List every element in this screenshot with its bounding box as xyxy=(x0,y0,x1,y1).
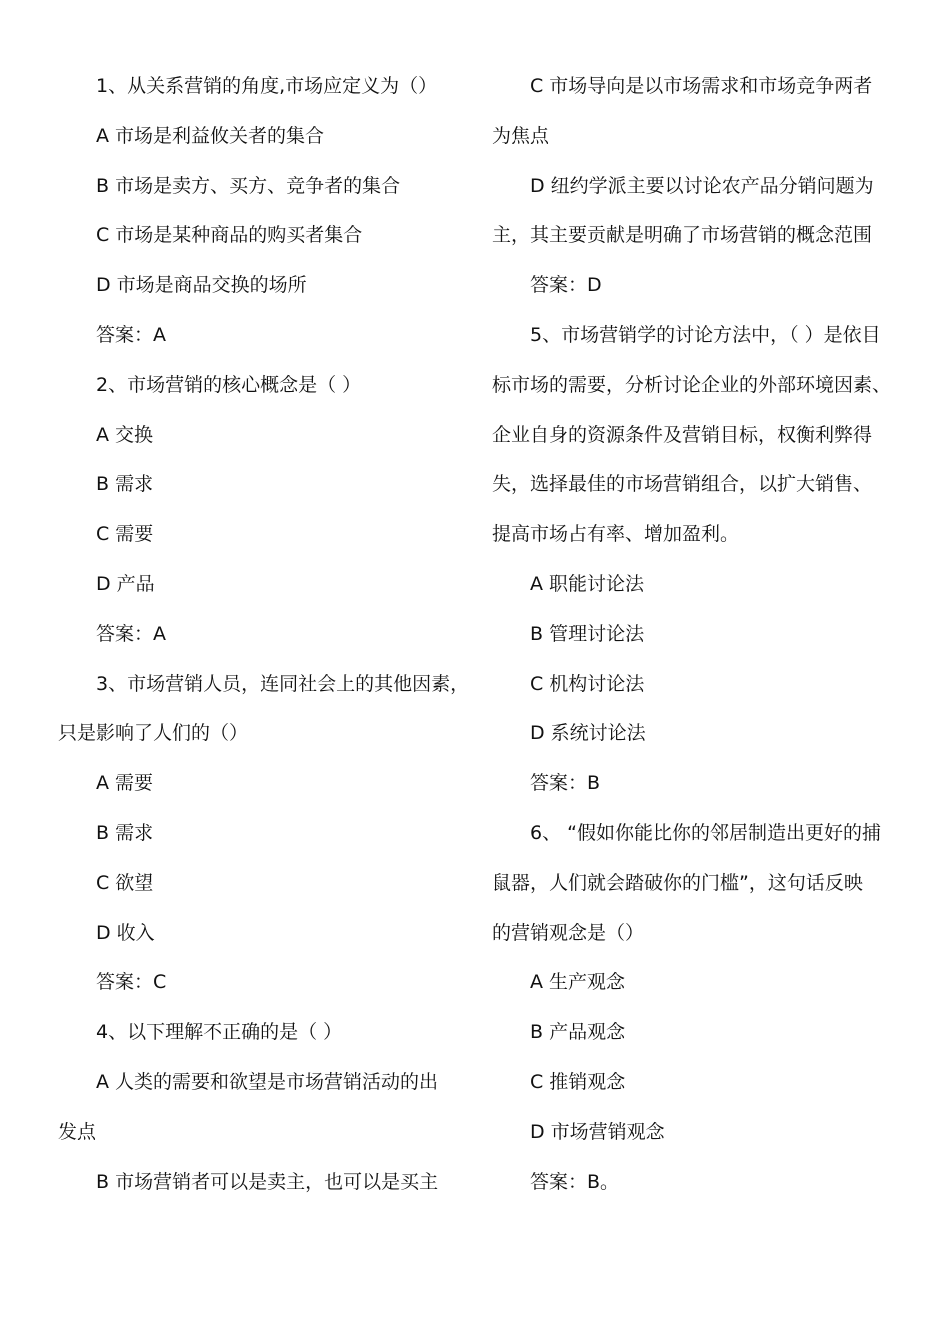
question-2-option-b: B 需求 xyxy=(96,473,154,496)
question-6-option-b: B 产品观念 xyxy=(530,1021,626,1044)
question-4-option-d-continued: 主，其主要贡献是明确了市场营销的概念范围 xyxy=(492,224,873,247)
question-3-answer: 答案：C xyxy=(96,971,167,994)
question-6-option-c: C 推销观念 xyxy=(530,1070,626,1093)
right-column xyxy=(492,62,902,1207)
question-5-option-a: A 职能讨论法 xyxy=(530,572,645,595)
question-4-option-a-continued: 发点 xyxy=(58,1120,97,1143)
question-5-option-c: C 机构讨论法 xyxy=(530,672,645,695)
question-6-option-d: D 市场营销观念 xyxy=(530,1120,665,1143)
question-3-option-a: A 需要 xyxy=(96,772,154,795)
question-5-option-d: D 系统讨论法 xyxy=(530,722,646,745)
question-6-answer: 答案：B。 xyxy=(530,1170,620,1193)
question-6-option-a: A 生产观念 xyxy=(530,971,626,994)
question-5-stem-line-3: 企业自身的资源条件及营销目标，权衡利弊得 xyxy=(492,423,873,446)
question-1-stem: 1、从关系营销的角度,市场应定义为（） xyxy=(96,75,438,97)
question-5-stem-line-5: 提高市场占有率、增加盈利。 xyxy=(492,523,740,546)
question-2-answer: 答案：A xyxy=(96,622,166,645)
question-5-stem: 5、市场营销学的讨论方法中，（ ）是依目 xyxy=(530,323,881,346)
question-2-option-a: A 交换 xyxy=(96,423,154,446)
question-5-option-b: B 管理讨论法 xyxy=(530,622,645,645)
question-5-answer: 答案：B xyxy=(530,772,601,795)
question-5-stem-line-2: 标市场的需要，分析讨论企业的外部环境因素、 xyxy=(492,373,892,396)
question-2-option-d: D 产品 xyxy=(96,572,155,595)
question-4-option-b: B 市场营销者可以是卖主，也可以是买主 xyxy=(96,1170,439,1193)
question-4-stem: 4、以下理解不正确的是（ ） xyxy=(96,1021,343,1044)
question-1-option-d: D 市场是商品交换的场所 xyxy=(96,274,307,297)
question-3-stem-continued: 只是影响了人们的（） xyxy=(58,722,249,745)
question-1-answer: 答案：A xyxy=(96,323,166,346)
question-6-stem-line-3: 的营销观念是（） xyxy=(492,921,645,944)
question-1-option-c: C 市场是某种商品的购买者集合 xyxy=(96,224,363,247)
question-6-stem: 6、 “假如你能比你的邻居制造出更好的捕 xyxy=(530,821,881,844)
question-3-option-c: C 欲望 xyxy=(96,871,154,894)
question-3-option-b: B 需求 xyxy=(96,821,154,844)
question-1-option-a: A 市场是利益攸关者的集合 xyxy=(96,124,325,147)
question-6-stem-line-2: 鼠器，人们就会踏破你的门槛”，这句话反映 xyxy=(492,871,863,894)
question-3-option-d: D 收入 xyxy=(96,921,155,944)
question-1-option-b: B 市场是卖方、买方、竞争者的集合 xyxy=(96,174,401,197)
question-4-option-c: C 市场导向是以市场需求和市场竞争两者 xyxy=(530,75,873,97)
left-column xyxy=(58,62,470,1207)
question-4-option-d: D 纽约学派主要以讨论农产品分销问题为 xyxy=(530,174,874,197)
question-4-option-a: A 人类的需要和欲望是市场营销活动的出 xyxy=(96,1070,439,1093)
question-2-option-c: C 需要 xyxy=(96,523,154,546)
question-3-stem: 3、市场营销人员，连同社会上的其他因素， xyxy=(96,672,470,695)
question-2-stem: 2、市场营销的核心概念是（ ） xyxy=(96,373,362,396)
question-4-answer: 答案：D xyxy=(530,274,602,297)
question-4-option-c-continued: 为焦点 xyxy=(492,124,550,147)
question-5-stem-line-4: 失，选择最佳的市场营销组合，以扩大销售、 xyxy=(492,473,873,496)
